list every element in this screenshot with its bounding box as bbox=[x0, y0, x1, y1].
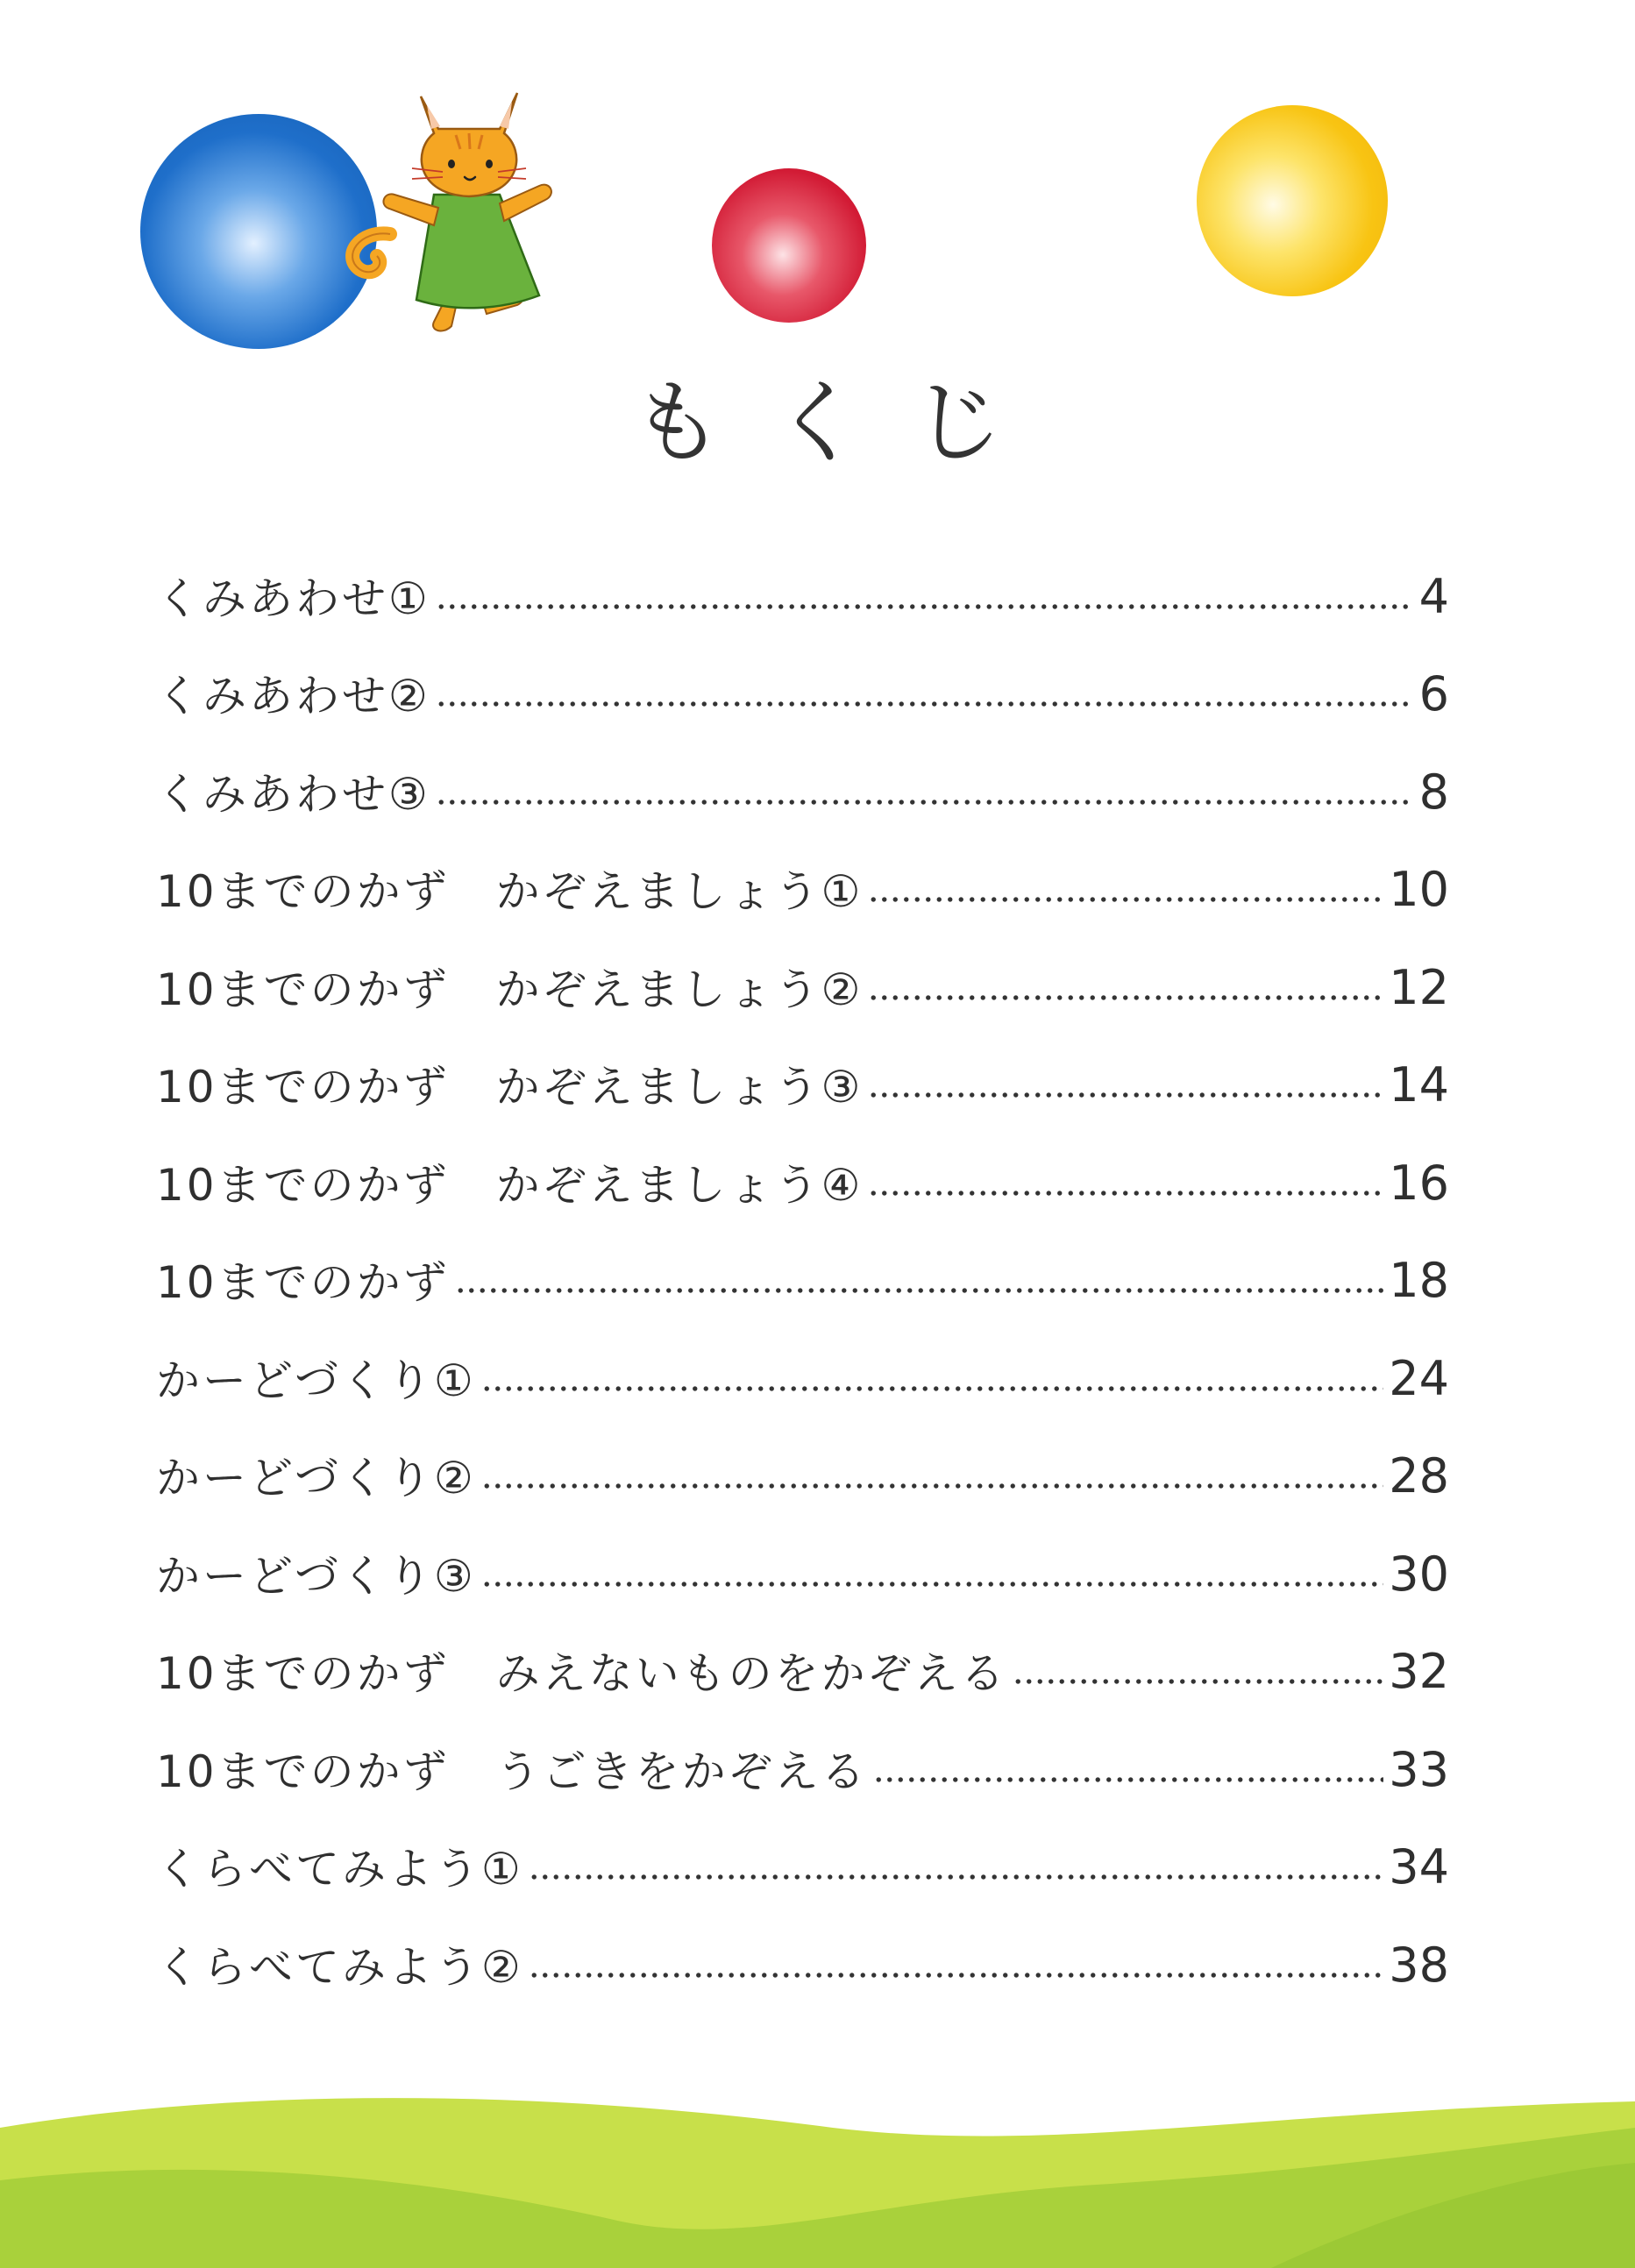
toc-leader-dots bbox=[455, 1287, 1384, 1294]
toc-leader-dots bbox=[436, 603, 1414, 610]
toc-entry bbox=[156, 1109, 1449, 1211]
toc-entry bbox=[156, 1598, 1449, 1699]
toc-entry-page: 12 bbox=[1389, 959, 1449, 1015]
toc-leader-dots bbox=[868, 994, 1383, 1001]
toc-entry-label: 10までのかず かぞえましょう③ bbox=[156, 1062, 864, 1113]
toc-entry-label: 10までのかず うごきをかぞえる bbox=[156, 1745, 868, 1797]
toc-leader-dots bbox=[868, 1091, 1383, 1098]
toc-entry-page: 8 bbox=[1418, 764, 1449, 820]
toc-entry bbox=[156, 914, 1449, 1015]
toc-entry-page: 38 bbox=[1389, 1937, 1449, 1993]
toc-entry bbox=[156, 1696, 1449, 1797]
toc-leader-dots bbox=[873, 1776, 1384, 1783]
toc-entry bbox=[156, 1207, 1449, 1308]
toc-entry bbox=[156, 1500, 1449, 1602]
toc-entry-page: 28 bbox=[1389, 1448, 1449, 1504]
red-ball bbox=[712, 168, 866, 323]
table-of-contents bbox=[156, 523, 1449, 1993]
toc-entry-label: くみあわせ① bbox=[156, 572, 430, 624]
toc-entry bbox=[156, 718, 1449, 820]
toc-entry-page: 16 bbox=[1389, 1155, 1449, 1211]
toc-entry-label: かーどづくり③ bbox=[156, 1550, 476, 1602]
toc-leader-dots bbox=[529, 1972, 1383, 1979]
toc-entry bbox=[156, 1794, 1449, 1895]
toc-entry bbox=[156, 1891, 1449, 1993]
toc-entry-label: 10までのかず かぞえましょう④ bbox=[156, 1159, 864, 1211]
toc-entry-page: 32 bbox=[1389, 1644, 1449, 1699]
toc-entry-page: 4 bbox=[1418, 568, 1449, 624]
toc-entry bbox=[156, 523, 1449, 624]
toc-leader-dots bbox=[436, 799, 1414, 806]
toc-entry-page: 14 bbox=[1389, 1057, 1449, 1113]
toc-entry bbox=[156, 621, 1449, 722]
toc-entry bbox=[156, 816, 1449, 917]
page-title: もくじ bbox=[631, 369, 1053, 476]
toc-leader-dots bbox=[868, 896, 1383, 903]
toc-entry-page: 10 bbox=[1389, 862, 1449, 917]
toc-entry-page: 6 bbox=[1418, 666, 1449, 722]
cat-illustration bbox=[324, 81, 622, 344]
toc-entry bbox=[156, 1012, 1449, 1113]
toc-entry-page: 24 bbox=[1389, 1350, 1449, 1406]
toc-entry bbox=[156, 1305, 1449, 1406]
toc-entry-label: 10までのかず みえないものをかぞえる bbox=[156, 1648, 1007, 1699]
toc-entry-page: 34 bbox=[1389, 1839, 1449, 1895]
toc-entry-label: くみあわせ③ bbox=[156, 768, 430, 820]
toc-leader-dots bbox=[481, 1581, 1383, 1588]
toc-entry-label: くらべてみよう② bbox=[156, 1941, 523, 1993]
toc-entry-label: 10までのかず かぞえましょう① bbox=[156, 866, 864, 917]
toc-entry-page: 18 bbox=[1389, 1253, 1449, 1308]
toc-leader-dots bbox=[1013, 1678, 1384, 1685]
toc-leader-dots bbox=[529, 1873, 1383, 1881]
toc-entry-label: 10までのかず かぞえましょう② bbox=[156, 963, 864, 1015]
green-hills bbox=[0, 2075, 1635, 2268]
toc-entry-label: かーどづくり① bbox=[156, 1354, 476, 1406]
toc-entry-page: 33 bbox=[1389, 1741, 1449, 1797]
toc-entry-page: 30 bbox=[1389, 1546, 1449, 1602]
toc-leader-dots bbox=[481, 1482, 1383, 1489]
toc-leader-dots bbox=[481, 1385, 1383, 1392]
toc-entry-label: くらべてみよう① bbox=[156, 1844, 523, 1895]
toc-leader-dots bbox=[436, 700, 1414, 707]
toc-entry-label: くみあわせ② bbox=[156, 671, 430, 722]
toc-leader-dots bbox=[868, 1190, 1383, 1197]
yellow-ball bbox=[1197, 105, 1388, 296]
toc-entry-label: 10までのかず bbox=[156, 1257, 450, 1308]
toc-entry-label: かーどづくり② bbox=[156, 1453, 476, 1504]
toc-entry bbox=[156, 1403, 1449, 1504]
